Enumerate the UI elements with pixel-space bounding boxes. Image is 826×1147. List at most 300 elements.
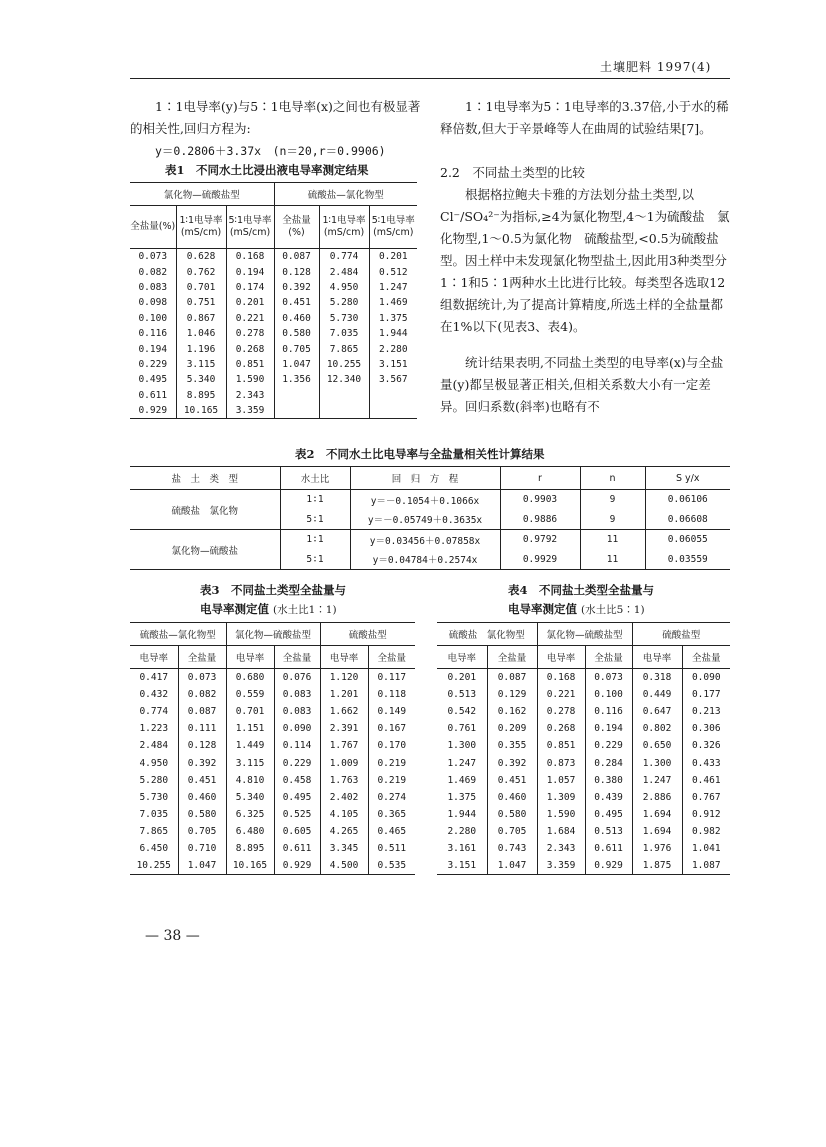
table-cell: 0.9886 (500, 510, 580, 530)
table-cell: 0.076 (274, 669, 320, 687)
table-cell: 0.268 (226, 341, 274, 356)
table-cell: 0.511 (368, 840, 415, 857)
table-cell: 0.929 (585, 857, 632, 875)
table-row (130, 530, 730, 550)
table-cell: 0.929 (274, 857, 320, 875)
table-cell: 0.701 (226, 703, 274, 720)
table-cell: 0.628 (176, 249, 226, 265)
table-cell: 0.073 (178, 669, 226, 687)
right-paragraph-1: 1∶1电导率为5∶1电导率的3.37倍,小于水的稀释倍数,但大于辛景峰等人在曲周的试验结果[7]。 (440, 99, 729, 136)
table-cell: 0.090 (274, 720, 320, 737)
table-row (437, 840, 730, 857)
table-cell: 1.662 (320, 703, 368, 720)
table-cell (274, 403, 319, 419)
table-cell: 1.469 (447, 774, 477, 786)
table-cell: 3.359 (537, 857, 585, 875)
table-cell: 4.950 (139, 757, 169, 769)
table-cell: 0.129 (487, 686, 537, 703)
table-cell: 0.392 (274, 280, 319, 295)
table-cell: y＝0.03456＋0.07858x (350, 530, 500, 550)
table-cell: 0.083 (274, 686, 320, 703)
table-cell: 0.087 (274, 249, 319, 265)
table-cell: 1.590 (537, 806, 585, 823)
table3-group-3: 硫酸盐型 (320, 623, 415, 646)
table-cell: 0.461 (682, 772, 730, 789)
table1-col-ec11: 1∶1电导率(mS/cm) (176, 206, 226, 249)
table-cell: 0.512 (369, 264, 417, 279)
table-cell: 10.165 (176, 403, 226, 419)
table1-group-1: 氯化物—硫酸盐型 (130, 183, 274, 206)
table-cell: 0.201 (226, 295, 274, 310)
right-paragraph-3: 统计结果表明,不同盐土类型的电导率(x)与全盐量(y)都呈极显著正相关,但相关系数大小有一定差异。回归系数(斜率)也略有不 (440, 355, 724, 414)
table-cell: 0.495 (585, 806, 632, 823)
table-cell: y＝－0.05749＋0.3635x (350, 510, 500, 530)
table-cell: 0.221 (226, 311, 274, 326)
table-row (437, 806, 730, 823)
table-cell: 7.865 (319, 341, 369, 356)
table-cell (274, 388, 319, 403)
table-cell (319, 388, 369, 403)
table-cell: 0.116 (138, 328, 168, 340)
table-cell: 0.701 (176, 280, 226, 295)
table-cell: 0.873 (537, 754, 585, 771)
table-cell: 0.201 (369, 249, 417, 265)
table2-header-r: r (500, 467, 580, 490)
header-rule (130, 78, 730, 79)
table-cell: 4.265 (320, 823, 368, 840)
table-cell: 0.174 (226, 280, 274, 295)
table-cell: 0.201 (447, 672, 477, 684)
table-cell: 10.255 (136, 860, 171, 872)
table-cell: 3.161 (447, 842, 477, 854)
table-cell: 0.090 (682, 669, 730, 687)
table-cell: 0.761 (447, 723, 477, 735)
table-cell: 0.611 (585, 840, 632, 857)
table-row (130, 249, 417, 265)
table-row (130, 490, 730, 510)
table3-subheader: 电导率 (226, 646, 274, 669)
table-cell: 1.247 (369, 280, 417, 295)
table-cell: 3.151 (447, 860, 477, 872)
table-cell: 1.046 (176, 326, 226, 341)
table1-col-ec11-2: 1∶1电导率(mS/cm) (319, 206, 369, 249)
table-cell: 0.680 (226, 669, 274, 687)
table-cell (319, 403, 369, 419)
table3-group-2: 氯化物—硫酸盐型 (226, 623, 320, 646)
table-cell: 0.170 (368, 737, 415, 754)
table-cell: 0.451 (274, 295, 319, 310)
table-cell: 2.484 (139, 740, 169, 752)
table-row (437, 857, 730, 875)
table-cell: 0.432 (139, 689, 169, 701)
table-cell: 1.047 (487, 857, 537, 875)
table-cell: 1.087 (682, 857, 730, 875)
table-cell: 11 (580, 550, 645, 570)
table1-caption: 表1 不同水土比浸出液电导率测定结果 (165, 163, 369, 177)
table-cell: 5∶1 (280, 510, 350, 530)
table-row (437, 823, 730, 840)
table-cell: 2.343 (226, 388, 274, 403)
table1 (130, 182, 417, 419)
table-cell: 9 (580, 510, 645, 530)
table1-col-total-2: 全盐量(%) (274, 206, 319, 249)
table-cell: 0.9792 (500, 530, 580, 550)
table-cell: 0.219 (368, 772, 415, 789)
table-cell: 1.590 (226, 372, 274, 387)
table-cell: 0.100 (585, 686, 632, 703)
table-cell: 1.763 (320, 772, 368, 789)
table3-subheader: 电导率 (130, 646, 178, 669)
table-cell: 0.326 (682, 737, 730, 754)
table-cell: 5.280 (139, 774, 169, 786)
table-cell: 0.06106 (645, 490, 730, 510)
table-cell: 1.247 (632, 772, 682, 789)
table-cell: 0.082 (178, 686, 226, 703)
table-cell: 1.009 (320, 754, 368, 771)
table-cell: 3.567 (369, 372, 417, 387)
table-cell: 0.128 (178, 737, 226, 754)
table-cell: y＝0.04784＋0.2574x (350, 550, 500, 570)
table4-caption-line2 (508, 601, 645, 617)
table-row (130, 264, 417, 279)
table-cell: 0.495 (138, 374, 168, 386)
table-row (130, 357, 417, 372)
table-cell: 0.751 (176, 295, 226, 310)
table-row (130, 669, 415, 687)
table-row (130, 686, 415, 703)
table1-group-2: 硫酸盐—氯化物型 (274, 183, 417, 206)
table-row (130, 772, 415, 789)
table4-subheader: 电导率 (537, 646, 585, 669)
table-cell: 1.047 (274, 357, 319, 372)
table-cell: 0.229 (585, 737, 632, 754)
table-cell: y＝－0.1054＋0.1066x (350, 490, 500, 510)
table-cell: 0.116 (585, 703, 632, 720)
table-cell: 0.513 (585, 823, 632, 840)
table-cell: 0.194 (138, 343, 168, 355)
table-cell: 0.213 (682, 703, 730, 720)
table-cell: 0.982 (682, 823, 730, 840)
table-cell: 1.944 (369, 326, 417, 341)
table-row (437, 686, 730, 703)
table-cell: 0.194 (585, 720, 632, 737)
table-cell: 0.083 (138, 281, 168, 293)
table-cell: 0.278 (537, 703, 585, 720)
table4-subcaption: (水土比5∶1) (581, 604, 645, 616)
table-cell: 0.767 (682, 789, 730, 806)
table-cell: 7.035 (139, 808, 169, 820)
table-cell: 0.535 (368, 857, 415, 875)
table-row (130, 703, 415, 720)
table3-subheader: 全盐量 (178, 646, 226, 669)
table-cell: 0.229 (138, 358, 168, 370)
table-cell: 6.325 (226, 806, 274, 823)
table2-caption: 表2 不同水土比电导率与全盐量相关性计算结果 (295, 447, 545, 461)
table3 (130, 622, 415, 875)
table-cell: 0.458 (274, 772, 320, 789)
table-cell: 4.500 (320, 857, 368, 875)
table-cell: 1.201 (320, 686, 368, 703)
table2-header-type: 盐 土 类 型 (130, 467, 280, 490)
table-cell: 0.417 (139, 672, 169, 684)
table-cell: 0.705 (274, 341, 319, 356)
table-cell (369, 388, 417, 403)
table-cell: 1∶1 (280, 530, 350, 550)
table-row (130, 295, 417, 310)
table-cell: 3.115 (226, 754, 274, 771)
page-number: — 38 — (145, 928, 200, 944)
table-cell: 0.525 (274, 806, 320, 823)
table4-subheader: 全盐量 (682, 646, 730, 669)
table4-subheader: 电导率 (437, 646, 487, 669)
table-cell: 0.073 (585, 669, 632, 687)
table-cell: 0.082 (138, 266, 168, 278)
table-row (437, 737, 730, 754)
table-cell: 3.115 (176, 357, 226, 372)
table-cell (369, 403, 417, 419)
table3-caption-line2 (200, 601, 337, 617)
table-cell: 0.9903 (500, 490, 580, 510)
table4-subheader: 全盐量 (585, 646, 632, 669)
running-header: 土壤肥料 1997(4) (600, 60, 712, 74)
table-cell: 0.219 (368, 754, 415, 771)
table4-group-1: 硫酸盐 氯化物型 (437, 623, 537, 646)
regression-equation: y＝0.2806＋3.37x (n＝20,r＝0.9906) (155, 144, 386, 158)
table-cell: 0.705 (178, 823, 226, 840)
table-cell: 0.851 (226, 357, 274, 372)
table-cell: 0.194 (226, 264, 274, 279)
table-cell: 11 (580, 530, 645, 550)
table3-subheader: 全盐量 (368, 646, 415, 669)
table-cell: 0.128 (274, 264, 319, 279)
table-cell: 4.105 (320, 806, 368, 823)
table-cell: 1.694 (632, 806, 682, 823)
table-cell: 3.345 (320, 840, 368, 857)
table-cell: 0.229 (274, 754, 320, 771)
table-cell: 0.114 (274, 737, 320, 754)
table-cell: 0.03559 (645, 550, 730, 570)
table-cell: 8.895 (226, 840, 274, 857)
table-cell: 0.118 (368, 686, 415, 703)
table-cell: 0.542 (447, 706, 477, 718)
table2 (130, 466, 730, 570)
table-cell: 0.083 (274, 703, 320, 720)
table-row (130, 857, 415, 875)
table-cell: 2.280 (369, 341, 417, 356)
table-cell: 0.867 (176, 311, 226, 326)
table-cell: 5.730 (139, 791, 169, 803)
table-cell: 1.449 (226, 737, 274, 754)
table2-header-ratio: 水土比 (280, 467, 350, 490)
table-cell: 0.495 (274, 789, 320, 806)
table-cell: 0.355 (487, 737, 537, 754)
table2-header-equation: 回 归 方 程 (350, 467, 500, 490)
table-cell: 0.650 (632, 737, 682, 754)
table-cell: 12.340 (319, 372, 369, 387)
table3-group-1: 硫酸盐—氯化物型 (130, 623, 226, 646)
table-cell: 0.100 (138, 312, 168, 324)
table-cell: 5.340 (226, 789, 274, 806)
table-cell: 0.209 (487, 720, 537, 737)
table-cell: 0.449 (632, 686, 682, 703)
left-paragraph-1: 1∶1电导率(y)与5∶1电导率(x)之间也有极显著的相关性,回归方程为: (130, 99, 421, 136)
table-cell: 1.247 (447, 757, 477, 769)
table-cell: 0.168 (226, 249, 274, 265)
table-cell: 0.433 (682, 754, 730, 771)
table-row (130, 372, 417, 387)
table-cell: 0.087 (178, 703, 226, 720)
table-cell: 0.268 (537, 720, 585, 737)
table-cell: 7.035 (319, 326, 369, 341)
table-cell: 2.343 (537, 840, 585, 857)
table-row (130, 341, 417, 356)
table-row (130, 720, 415, 737)
table-cell: 0.221 (537, 686, 585, 703)
table-cell: 4.950 (319, 280, 369, 295)
table-row (130, 403, 417, 419)
table-cell: 0.9929 (500, 550, 580, 570)
table-cell: 5.730 (319, 311, 369, 326)
table-cell: 10.165 (226, 857, 274, 875)
table-cell: 2.280 (447, 825, 477, 837)
table-cell: 0.647 (632, 703, 682, 720)
table-cell: 0.705 (487, 823, 537, 840)
table-cell: 0.274 (368, 789, 415, 806)
table-cell: 0.365 (368, 806, 415, 823)
table3-caption-2: 电导率测定值 (200, 602, 269, 616)
table-cell: 0.167 (368, 720, 415, 737)
table-cell: 8.895 (176, 388, 226, 403)
table-cell: 1.767 (320, 737, 368, 754)
table-row (437, 754, 730, 771)
table-cell: 4.810 (226, 772, 274, 789)
table-cell: 1.151 (226, 720, 274, 737)
table-cell: 1.223 (139, 723, 169, 735)
table-row (130, 326, 417, 341)
table-cell: 0.318 (632, 669, 682, 687)
table-cell: 0.117 (368, 669, 415, 687)
table-row (130, 789, 415, 806)
table-cell: 5.340 (176, 372, 226, 387)
table1-col-ec51: 5∶1电导率(mS/cm) (226, 206, 274, 249)
table-cell: 0.460 (487, 789, 537, 806)
table-cell: 1.300 (632, 754, 682, 771)
table-cell: 0.513 (447, 689, 477, 701)
table-cell: 1.375 (447, 791, 477, 803)
table-cell: 0.392 (487, 754, 537, 771)
table-cell: 0.073 (138, 251, 168, 263)
table-cell: 0.451 (487, 772, 537, 789)
table-cell: 0.162 (487, 703, 537, 720)
table-cell: 0.465 (368, 823, 415, 840)
table-row (130, 737, 415, 754)
table-cell: 1.469 (369, 295, 417, 310)
table4-caption: 表4 不同盐土类型全盐量与 (508, 583, 655, 597)
table3-subheader: 电导率 (320, 646, 368, 669)
table-cell: 0.580 (274, 326, 319, 341)
table-cell: 0.111 (178, 720, 226, 737)
table-cell: 1.120 (320, 669, 368, 687)
table-cell: 0.087 (487, 669, 537, 687)
table-cell: 2.391 (320, 720, 368, 737)
table-cell: 1.300 (447, 740, 477, 752)
table-cell: 0.743 (487, 840, 537, 857)
table-row (437, 720, 730, 737)
table4-subheader: 全盐量 (487, 646, 537, 669)
right-paragraph-2: 根据格拉鲍夫卡雅的方法划分盐土类型,以Cl⁻/SO₄²⁻为指标,≥4为氯化物型,4～1为硫酸盐 氯化物型,1～0.5为氯化物 硫酸盐型,<0.5为硫酸盐型。因土样中未发现氯化物型盐土,因此用3种类型分1∶1和5∶1两种水土比进行比较。每类型各选取12组数据统计,为了提高计算精度,所选土样的全盐量都在1%以下(见表3、表4)。 (440, 187, 730, 334)
table-cell: 0.929 (138, 405, 168, 417)
table-cell: 2.402 (320, 789, 368, 806)
table-cell: 0.580 (487, 806, 537, 823)
table-row (130, 280, 417, 295)
table-cell: 1.196 (176, 341, 226, 356)
table2-type-1: 硫酸盐 氯化物 (171, 505, 238, 517)
table-cell: 0.762 (176, 264, 226, 279)
table-row (130, 823, 415, 840)
table4-caption-2: 电导率测定值 (508, 602, 577, 616)
table-row (437, 703, 730, 720)
table-cell: 9 (580, 490, 645, 510)
table-row (130, 388, 417, 403)
table-cell: 6.480 (226, 823, 274, 840)
table-cell: 0.098 (138, 297, 168, 309)
table4-group-2: 氯化物—硫酸盐型 (537, 623, 632, 646)
table-row (437, 669, 730, 687)
table-cell: 1.944 (447, 808, 477, 820)
table-cell: 0.306 (682, 720, 730, 737)
table-cell: 1.356 (274, 372, 319, 387)
table-cell: 1.309 (537, 789, 585, 806)
table-cell: 0.559 (226, 686, 274, 703)
table-cell: 0.278 (226, 326, 274, 341)
table-cell: 0.460 (178, 789, 226, 806)
table-cell: 10.255 (319, 357, 369, 372)
table-cell: 0.605 (274, 823, 320, 840)
table-cell: 6.450 (139, 842, 169, 854)
table-cell: 1.047 (178, 857, 226, 875)
table-row (130, 840, 415, 857)
table-cell: 0.774 (319, 249, 369, 265)
table-cell: 1.694 (632, 823, 682, 840)
table-cell: 2.886 (632, 789, 682, 806)
section-heading: 2.2 不同盐土类型的比较 (440, 165, 585, 180)
table-cell: 0.710 (178, 840, 226, 857)
table-cell: 0.774 (139, 706, 169, 718)
table3-subcaption: (水土比1∶1) (273, 604, 337, 616)
table-row (437, 772, 730, 789)
table-cell: 0.177 (682, 686, 730, 703)
table-cell: 0.06608 (645, 510, 730, 530)
table-cell: 0.06055 (645, 530, 730, 550)
table-cell: 0.284 (585, 754, 632, 771)
table-row (130, 754, 415, 771)
table-cell: 2.484 (319, 264, 369, 279)
table-cell: 0.392 (178, 754, 226, 771)
table-cell: 0.168 (537, 669, 585, 687)
table-cell: 1∶1 (280, 490, 350, 510)
table4-subheader: 电导率 (632, 646, 682, 669)
table4-group-3: 硫酸盐型 (632, 623, 730, 646)
table1-col-total: 全盐量(%) (130, 206, 176, 249)
table-cell: 0.851 (537, 737, 585, 754)
table-cell: 3.359 (226, 403, 274, 419)
table-row (130, 806, 415, 823)
table-cell: 0.460 (274, 311, 319, 326)
table2-header-n: n (580, 467, 645, 490)
table-cell: 1.684 (537, 823, 585, 840)
table-cell: 0.611 (138, 389, 168, 401)
table-cell: 0.451 (178, 772, 226, 789)
